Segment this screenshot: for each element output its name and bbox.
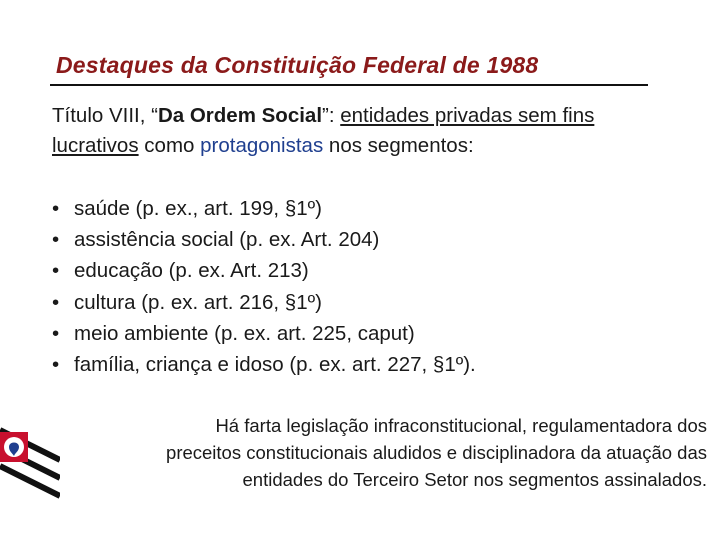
- intro-paragraph: [52, 101, 682, 161]
- intro-text-2: ”:: [322, 104, 341, 127]
- bullet-icon: •: [52, 321, 60, 345]
- intro-text-1: Título VIII, “: [52, 104, 158, 127]
- intro-underlined: entidades privadas sem fins lucrativos: [52, 104, 595, 157]
- list-item-text: cultura (p. ex. art. 216, §1º): [74, 290, 322, 314]
- segments-list: [52, 193, 476, 380]
- list-item: [52, 287, 476, 318]
- list-item-text: meio ambiente (p. ex. art. 225, caput): [74, 321, 415, 345]
- slide-title: Destaques da Constituição Federal de 1988: [56, 52, 539, 78]
- bullet-icon: •: [52, 353, 60, 377]
- note-line: entidades do Terceiro Setor nos segmentos assinalados.: [242, 469, 707, 490]
- title-divider: [50, 84, 648, 86]
- list-item-text: assistência social (p. ex. Art. 204): [74, 228, 380, 252]
- bullet-icon: •: [52, 290, 60, 314]
- bullet-icon: •: [52, 228, 60, 252]
- intro-text-3: como: [138, 134, 201, 157]
- note-paragraph: [52, 412, 707, 493]
- list-item-text: família, criança e idoso (p. ex. art. 227, §1º).: [74, 353, 476, 377]
- intro-text-4: nos segmentos:: [323, 134, 474, 157]
- intro-blue: protagonistas: [200, 134, 324, 157]
- sao-paulo-flag-icon: [0, 426, 60, 500]
- note-line: preceitos constitucionais aludidos e disciplinadora da atuação das: [166, 442, 707, 463]
- list-item: [52, 193, 476, 224]
- bullet-icon: •: [52, 197, 60, 220]
- bullet-icon: •: [52, 259, 60, 283]
- list-item-text: saúde (p. ex., art. 199, §1º): [74, 197, 322, 220]
- list-item: [52, 349, 476, 380]
- list-item: [52, 255, 476, 286]
- intro-bold: Da Ordem Social: [157, 104, 323, 127]
- list-item: [52, 224, 476, 255]
- note-line: Há farta legislação infraconstitucional, regulamentadora dos: [215, 415, 707, 436]
- list-item: [52, 318, 476, 349]
- list-item-text: educação (p. ex. Art. 213): [74, 259, 309, 283]
